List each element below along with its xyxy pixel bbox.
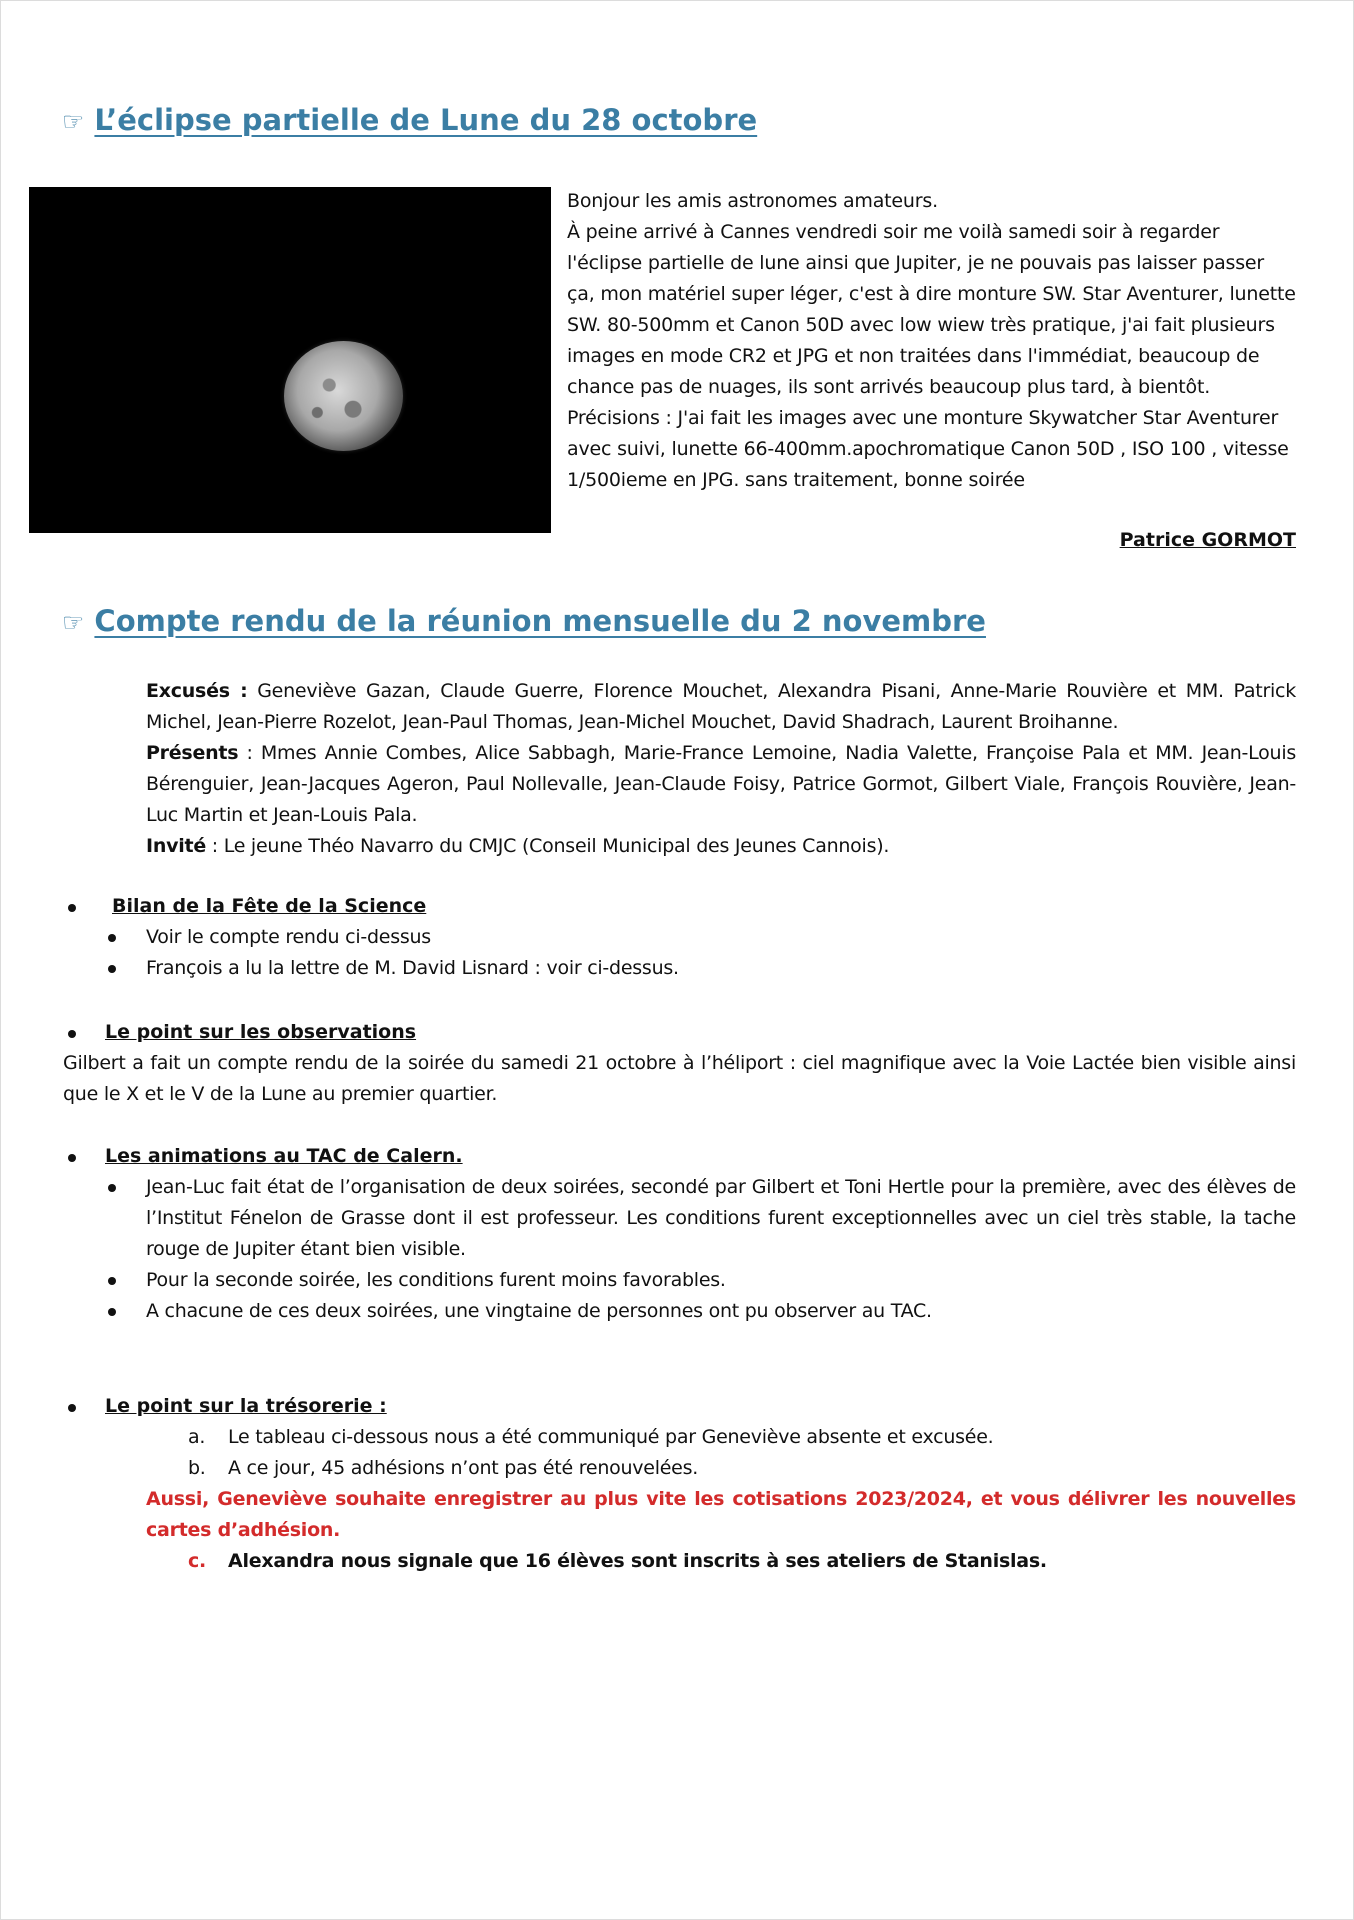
animations-list xyxy=(146,1172,1296,1327)
section-title-eclipse-text: L’éclipse partielle de Lune du 28 octobre xyxy=(94,103,758,137)
bullet-icon xyxy=(68,1154,76,1162)
presents-text: : Mmes Annie Combes, Alice Sabbagh, Marie-France Lemoine, Nadia Valette, Françoise Pala et MM. Jean-Louis Bérenguier, Jean-Jacques Ageron, Paul Nollevalle, Jean-Claude Foisy, Patrice Gormot, Gilbert Viale, François Rouvière, Jean-Luc Martin et Jean-Louis Pala. xyxy=(146,742,1296,826)
bilan-list xyxy=(146,922,1296,984)
eclipse-paragraph: Précisions : J'ai fait les images avec une monture Skywatcher Star Aventurer avec suivi, lunette 66-400mm.apochromatique Canon 50D , ISO 100 , vitesse 1/500ieme en JPG. sans traitement, bonne soirée xyxy=(567,407,1289,491)
eclipse-text xyxy=(567,186,1297,496)
bullet-icon xyxy=(68,904,76,912)
moon-icon xyxy=(284,341,403,451)
presents-label: Présents xyxy=(146,742,239,764)
pointing-hand-icon: ☞ xyxy=(62,608,85,637)
list-item: A chacune de ces deux soirées, une vingtaine de personnes ont pu observer au TAC. xyxy=(146,1296,1296,1327)
invite-text: : Le jeune Théo Navarro du CMJC (Conseil Municipal des Jeunes Cannois). xyxy=(205,835,890,857)
bullet-icon xyxy=(68,1404,76,1412)
list-item xyxy=(188,1453,993,1484)
bullet-icon xyxy=(68,1030,76,1038)
list-item-text: A ce jour, 45 adhésions n’ont pas été renouvelées. xyxy=(228,1457,699,1479)
section-title-reunion-text: Compte rendu de la réunion mensuelle du 2 novembre xyxy=(94,604,986,638)
list-item-text: Alexandra nous signale que 16 élèves sont inscrits à ses ateliers de Stanislas. xyxy=(228,1550,1047,1572)
red-note: Aussi, Geneviève souhaite enregistrer au plus vite les cotisations 2023/2024, et vous délivrer les nouvelles cartes d’adhésion. xyxy=(146,1488,1296,1541)
section-title-eclipse xyxy=(62,100,757,142)
moon-photo xyxy=(29,187,551,533)
list-marker: c. xyxy=(188,1550,206,1572)
section-title-reunion xyxy=(62,601,986,643)
excuses-label: Excusés : xyxy=(146,680,248,702)
list-item: Voir le compte rendu ci-dessus xyxy=(146,922,1296,953)
invite-line xyxy=(146,831,1296,862)
list-item xyxy=(188,1422,994,1453)
tresorerie-heading-text: Le point sur la trésorerie xyxy=(105,1395,373,1417)
invite-label: Invité xyxy=(146,835,206,857)
list-marker: a. xyxy=(188,1426,206,1448)
list-item: Jean-Luc fait état de l’organisation de deux soirées, secondé par Gilbert et Toni Hertle pour la première, avec des élèves de l’Institut Fénelon de Grasse dont il est professeur. Les conditions furent exceptionnelles avec un ciel très stable, la tache rouge de Jupiter étant bien visible. xyxy=(146,1172,1296,1265)
tresorerie-list-c xyxy=(188,1546,1047,1577)
list-item: Pour la seconde soirée, les conditions furent moins favorables. xyxy=(146,1265,1296,1296)
list-item xyxy=(188,1546,1047,1577)
tresorerie-heading xyxy=(105,1391,387,1422)
excuses-line xyxy=(146,676,1296,738)
excuses-text: Geneviève Gazan, Claude Guerre, Florence Mouchet, Alexandra Pisani, Anne-Marie Rouvière et MM. Patrick Michel, Jean-Pierre Rozelot, Jean-Paul Thomas, Jean-Michel Mouchet, David Shadrach, Laurent Broihanne. xyxy=(146,680,1296,733)
eclipse-paragraph: Bonjour les amis astronomes amateurs. xyxy=(567,190,938,212)
tresorerie-list xyxy=(188,1422,994,1484)
tresorerie-heading-suffix: : xyxy=(372,1395,387,1417)
signature: Patrice GORMOT xyxy=(1119,529,1296,551)
pointing-hand-icon: ☞ xyxy=(62,107,85,136)
list-item-text: Le tableau ci-dessous nous a été communiqué par Geneviève absente et excusée. xyxy=(228,1426,994,1448)
attendance-block xyxy=(146,676,1296,862)
observations-heading: Le point sur les observations xyxy=(105,1021,417,1043)
eclipse-paragraph: À peine arrivé à Cannes vendredi soir me voilà samedi soir à regarder l'éclipse partielle de lune ainsi que Jupiter, je ne pouvais pas laisser passer ça, mon matériel super léger, c'est à dire monture SW. Star Aventurer, lunette SW. 80-500mm et Canon 50D avec low wiew très pratique, j'ai fait plusieurs images en mode CR2 et JPG et non traitées dans l'immédiat, beaucoup de chance pas de nuages, ils sont arrivés beaucoup plus tard, à bientôt. xyxy=(567,221,1296,398)
observations-text: Gilbert a fait un compte rendu de la soirée du samedi 21 octobre à l’héliport : ciel magnifique avec la Voie Lactée bien visible ainsi que le X et le V de la Lune au premier quartier. xyxy=(63,1052,1296,1105)
list-marker: b. xyxy=(188,1457,206,1479)
bilan-heading: Bilan de la Fête de la Science xyxy=(112,895,427,917)
list-item: François a lu la lettre de M. David Lisnard : voir ci-dessus. xyxy=(146,953,1296,984)
presents-line xyxy=(146,738,1296,831)
animations-heading: Les animations au TAC de Calern. xyxy=(105,1145,463,1167)
